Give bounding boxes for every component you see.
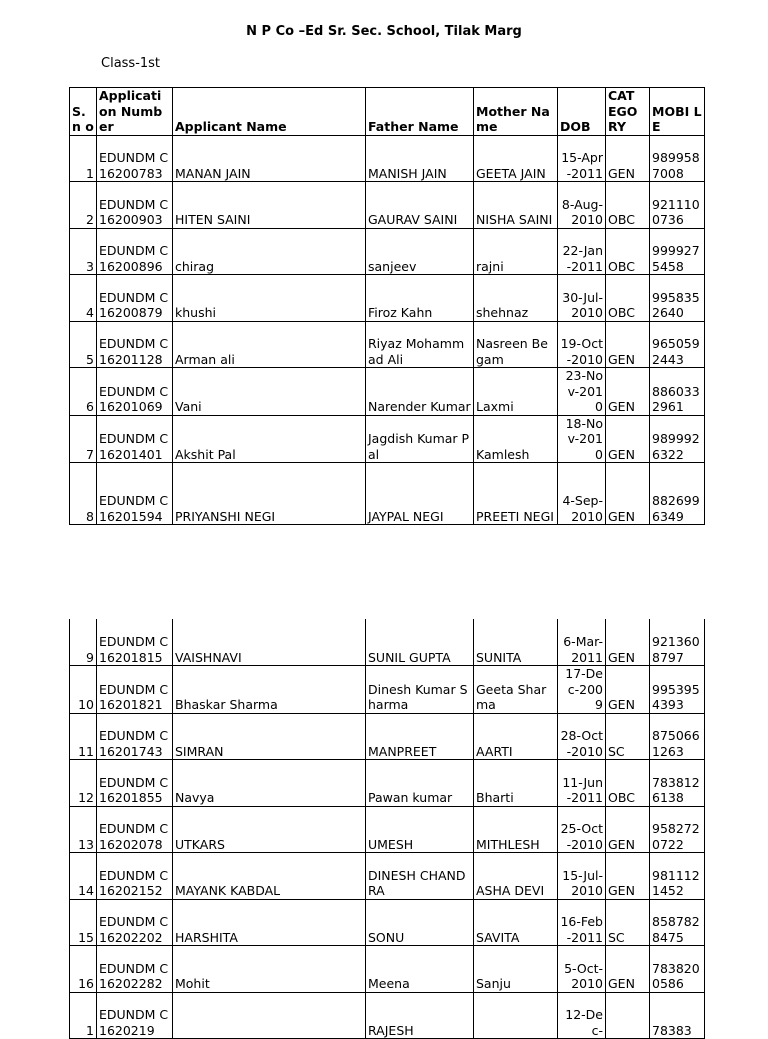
cell-category: GEN	[606, 135, 650, 182]
cell-category: SC	[606, 899, 650, 946]
cell-father-name: Pawan kumar	[366, 760, 474, 807]
cell-application-number: EDUNDM C16201855	[97, 760, 173, 807]
cell-dob: 5-Oct-2010	[558, 946, 606, 993]
cell-sno: 2	[70, 182, 97, 229]
cell-dob: 8-Aug-2010	[558, 182, 606, 229]
cell-category: GEN	[606, 806, 650, 853]
cell-applicant-name: SIMRAN	[173, 713, 366, 760]
cell-application-number: EDUNDM C16202152	[97, 853, 173, 900]
cell-sno: 4	[70, 275, 97, 322]
cell-mobile: 9582720722	[650, 806, 705, 853]
table-row	[70, 853, 705, 900]
cell-sno: 9	[70, 619, 97, 666]
cell-mother-name: PREETI NEGI	[474, 463, 558, 525]
cell-applicant-name: VAISHNAVI	[173, 619, 366, 666]
cell-mobile: 8826996349	[650, 463, 705, 525]
cell-father-name: Jagdish Kumar Pal	[366, 415, 474, 463]
cell-dob: 11-Jun-2011	[558, 760, 606, 807]
cell-mother-name: NISHA SAINI	[474, 182, 558, 229]
cell-applicant-name: chirag	[173, 228, 366, 275]
cell-application-number: EDUNDM C16200783	[97, 135, 173, 182]
cell-applicant-name: Mohit	[173, 946, 366, 993]
cell-sno: 1	[70, 135, 97, 182]
cell-application-number: EDUNDM C16202202	[97, 899, 173, 946]
cell-father-name: GAURAV SAINI	[366, 182, 474, 229]
cell-mother-name: GEETA JAIN	[474, 135, 558, 182]
cell-applicant-name: Vani	[173, 368, 366, 416]
cell-category: OBC	[606, 228, 650, 275]
cell-mobile: 9999275458	[650, 228, 705, 275]
cell-applicant-name: khushi	[173, 275, 366, 322]
header-application-number: Applicati on Number	[97, 88, 173, 136]
cell-dob: 28-Oct-2010	[558, 713, 606, 760]
cell-mother-name: Geeta Sharma	[474, 666, 558, 714]
document-title: N P Co –Ed Sr. Sec. School, Tilak Marg	[246, 24, 522, 39]
table-row	[70, 806, 705, 853]
cell-application-number: EDUNDM C16201401	[97, 415, 173, 463]
cell-applicant-name: HARSHITA	[173, 899, 366, 946]
cell-dob: 18-Nov-2010	[558, 415, 606, 463]
header-dob: DOB	[558, 88, 606, 136]
cell-applicant-name: Arman ali	[173, 321, 366, 368]
cell-category: GEN	[606, 463, 650, 525]
cell-category: GEN	[606, 946, 650, 993]
cell-dob: 23-Nov-2010	[558, 368, 606, 416]
table-row	[70, 182, 705, 229]
cell-father-name: Dinesh Kumar Sharma	[366, 666, 474, 714]
cell-application-number: EDUNDM C16201815	[97, 619, 173, 666]
cell-application-number: EDUNDM C16200879	[97, 275, 173, 322]
cell-category: OBC	[606, 760, 650, 807]
cell-mother-name: AARTI	[474, 713, 558, 760]
table-row	[70, 666, 705, 714]
table-row	[70, 135, 705, 182]
cell-category: OBC	[606, 182, 650, 229]
header-mother-name: Mother Name	[474, 88, 558, 136]
header-father-name: Father Name	[366, 88, 474, 136]
cell-mobile: 9953954393	[650, 666, 705, 714]
cell-application-number: EDUNDM C16201821	[97, 666, 173, 714]
cell-category: GEN	[606, 368, 650, 416]
cell-father-name: Narender Kumar	[366, 368, 474, 416]
table-row	[70, 713, 705, 760]
cell-sno: 5	[70, 321, 97, 368]
table-row	[70, 228, 705, 275]
cell-application-number: EDUNDM C16202078	[97, 806, 173, 853]
header-row	[70, 88, 705, 136]
class-label: Class-1st	[101, 56, 161, 71]
cell-application-number: EDUNDM C16201128	[97, 321, 173, 368]
cell-mobile: 9650592443	[650, 321, 705, 368]
cell-sno: 15	[70, 899, 97, 946]
table-row	[70, 463, 705, 525]
table-row	[70, 275, 705, 322]
cell-application-number: EDUNDM C16201069	[97, 368, 173, 416]
cell-father-name: SUNIL GUPTA	[366, 619, 474, 666]
cell-mother-name: SUNITA	[474, 619, 558, 666]
cell-application-number: EDUNDM C16200903	[97, 182, 173, 229]
cell-application-number: EDUNDM C16201594	[97, 463, 173, 525]
cell-dob: 4-Sep-2010	[558, 463, 606, 525]
table-row	[70, 368, 705, 416]
cell-sno: 14	[70, 853, 97, 900]
cell-sno: 3	[70, 228, 97, 275]
cell-father-name: Riyaz Mohammad Ali	[366, 321, 474, 368]
cell-mobile: 9213608797	[650, 619, 705, 666]
cell-dob: 30-Jul-2010	[558, 275, 606, 322]
cell-category: GEN	[606, 415, 650, 463]
cell-sno: 6	[70, 368, 97, 416]
cell-mobile: 7838126138	[650, 760, 705, 807]
header-mobile: MOBI LE	[650, 88, 705, 136]
cell-applicant-name: Bhaskar Sharma	[173, 666, 366, 714]
cell-mobile: 9811121452	[650, 853, 705, 900]
cell-father-name: SONU	[366, 899, 474, 946]
cell-sno: 1	[70, 992, 97, 1039]
cell-dob: 15-Apr-2011	[558, 135, 606, 182]
cell-dob: 17-Dec-2009	[558, 666, 606, 714]
table-row	[70, 899, 705, 946]
cell-category: OBC	[606, 275, 650, 322]
table-row	[70, 321, 705, 368]
applicants-table-page-2	[69, 619, 705, 1039]
cell-mother-name: Laxmi	[474, 368, 558, 416]
cell-mother-name: shehnaz	[474, 275, 558, 322]
cell-applicant-name: HITEN SAINI	[173, 182, 366, 229]
cell-category: GEN	[606, 619, 650, 666]
cell-mobile: 9958352640	[650, 275, 705, 322]
cell-mobile: 8587828475	[650, 899, 705, 946]
cell-father-name: DINESH CHANDRA	[366, 853, 474, 900]
cell-category	[606, 992, 650, 1039]
header-category: CAT EGO RY	[606, 88, 650, 136]
cell-mother-name: SAVITA	[474, 899, 558, 946]
table-row	[70, 760, 705, 807]
cell-sno: 13	[70, 806, 97, 853]
cell-category: GEN	[606, 321, 650, 368]
cell-sno: 12	[70, 760, 97, 807]
cell-mother-name: Kamlesh	[474, 415, 558, 463]
cell-applicant-name: MANAN JAIN	[173, 135, 366, 182]
cell-category: GEN	[606, 666, 650, 714]
cell-father-name: sanjeev	[366, 228, 474, 275]
cell-father-name: Firoz Kahn	[366, 275, 474, 322]
cell-applicant-name: PRIYANSHI NEGI	[173, 463, 366, 525]
cell-category: GEN	[606, 853, 650, 900]
cell-applicant-name: MAYANK KABDAL	[173, 853, 366, 900]
cell-application-number: EDUNDM C16201743	[97, 713, 173, 760]
cell-dob: 12-Dec-	[558, 992, 606, 1039]
cell-dob: 16-Feb-2011	[558, 899, 606, 946]
cell-mother-name: MITHLESH	[474, 806, 558, 853]
cell-mother-name: Sanju	[474, 946, 558, 993]
cell-mother-name	[474, 992, 558, 1039]
table-row	[70, 992, 705, 1039]
cell-dob: 19-Oct-2010	[558, 321, 606, 368]
cell-father-name: MANPREET	[366, 713, 474, 760]
cell-father-name: Meena	[366, 946, 474, 993]
cell-application-number: EDUNDM C1620219	[97, 992, 173, 1039]
cell-sno: 8	[70, 463, 97, 525]
cell-mobile: 9899587008	[650, 135, 705, 182]
cell-mobile: 9211100736	[650, 182, 705, 229]
cell-mother-name: Nasreen Begam	[474, 321, 558, 368]
table-row	[70, 619, 705, 666]
cell-dob: 15-Jul-2010	[558, 853, 606, 900]
table-row	[70, 415, 705, 463]
cell-dob: 22-Jan-2011	[558, 228, 606, 275]
cell-father-name: UMESH	[366, 806, 474, 853]
cell-applicant-name: Akshit Pal	[173, 415, 366, 463]
table-row	[70, 946, 705, 993]
cell-applicant-name: UTKARS	[173, 806, 366, 853]
cell-mother-name: rajni	[474, 228, 558, 275]
cell-applicant-name: Navya	[173, 760, 366, 807]
cell-dob: 6-Mar-2011	[558, 619, 606, 666]
header-sno: S. n o	[70, 88, 97, 136]
applicants-table-page-1	[69, 87, 705, 525]
cell-sno: 11	[70, 713, 97, 760]
cell-mother-name: Bharti	[474, 760, 558, 807]
cell-mobile: 8860332961	[650, 368, 705, 416]
cell-mother-name: ASHA DEVI	[474, 853, 558, 900]
cell-application-number: EDUNDM C16200896	[97, 228, 173, 275]
cell-applicant-name	[173, 992, 366, 1039]
cell-dob: 25-Oct-2010	[558, 806, 606, 853]
cell-mobile: 78383	[650, 992, 705, 1039]
cell-category: SC	[606, 713, 650, 760]
cell-sno: 7	[70, 415, 97, 463]
cell-sno: 16	[70, 946, 97, 993]
cell-sno: 10	[70, 666, 97, 714]
cell-mobile: 9899926322	[650, 415, 705, 463]
cell-mobile: 8750661263	[650, 713, 705, 760]
cell-father-name: MANISH JAIN	[366, 135, 474, 182]
cell-mobile: 7838200586	[650, 946, 705, 993]
cell-father-name: RAJESH	[366, 992, 474, 1039]
cell-application-number: EDUNDM C16202282	[97, 946, 173, 993]
cell-father-name: JAYPAL NEGI	[366, 463, 474, 525]
header-applicant-name: Applicant Name	[173, 88, 366, 136]
